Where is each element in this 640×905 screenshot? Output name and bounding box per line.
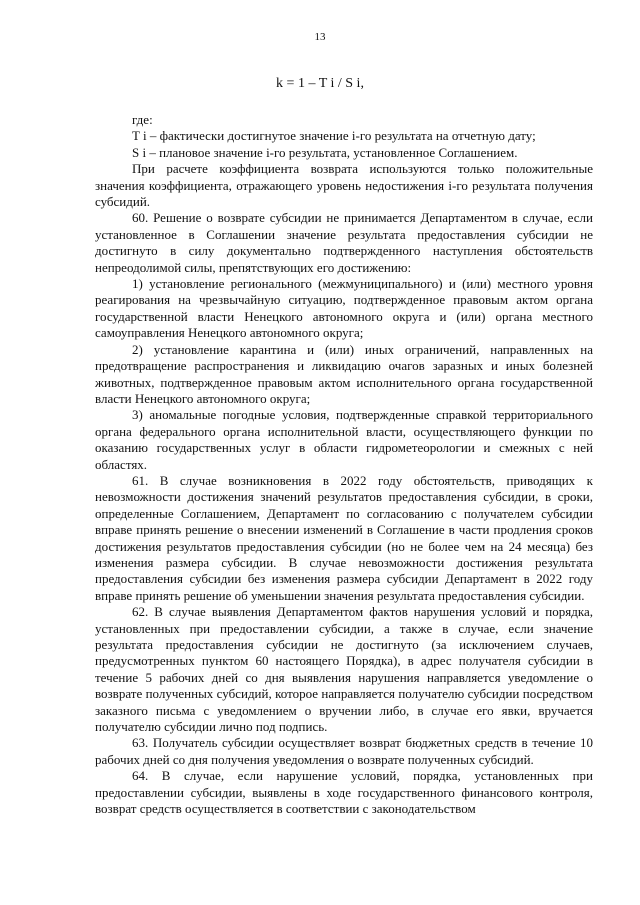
- paragraph-ti-definition: T i – фактически достигнутое значение i-го результата на отчетную дату;: [132, 128, 536, 144]
- paragraph-60-item-2: 2) установление карантина и (или) иных ограничений, направленных на предотвращение распространения и ликвидацию очагов заразных и иных болезней животных, подтвержденное правовым актом исполнительного органа государственной власти Ненецкого автономного округа;: [95, 341, 593, 406]
- paragraph-60-item-1: 1) установление регионального (межмуниципального) и (или) местного уровня реагирования на чрезвычайную ситуацию, подтвержденное правовым актом органа государственной власти Ненецкого автономного округа и (или) органа местного самоуправления Ненецкого автономного округа;: [95, 276, 593, 341]
- paragraph-coefficient-note: При расчете коэффициента возврата используются только положительные значения коэффициента, отражающего уровень недостижения i-го результата получения субсидий.: [95, 161, 593, 210]
- paragraph-62: 62. В случае выявления Департаментом фактов нарушения условий и порядка, установленных при предоставлении субсидии, а также в случае, если значение результата предоставления субсидии не достигнуто (за исключением случаев, предусмотренных пунктом 60 настоящего Порядка), в адрес получателя субсидии в течение 5 рабочих дней со дня выявления нарушения направляется уведомление о возврате полученных субсидий, которое направляется получателю субсидии посредством заказного письма с уведомлением о вручении либо, в случае его явки, вручается получателю субсидии лично под подпись.: [95, 604, 593, 735]
- paragraph-60: 60. Решение о возврате субсидии не принимается Департаментом в случае, если установленное в Соглашении значение результата предоставления субсидии не достигнуто в силу документально подтвержденного наступления обстоятельств непреодолимой силы, препятствующих его достижению:: [95, 210, 593, 275]
- paragraph-63: 63. Получатель субсидии осуществляет возврат бюджетных средств в течение 10 рабочих дней со дня получения уведомления о возврате полученных субсидий.: [95, 735, 593, 767]
- paragraph-60-item-3: 3) аномальные погодные условия, подтвержденные справкой территориального органа федерального органа исполнительной власти, осуществляющего функции по оказанию государственных услуг в области гидрометеорологии и смежных с ней областях.: [95, 407, 593, 472]
- paragraph-61: 61. В случае возникновения в 2022 году обстоятельств, приводящих к невозможности достижения значений результатов предоставления субсидии, в сроки, определенные Соглашением, Департамент по согласованию с получателем субсидии вправе принять решение о внесении изменений в Соглашение в части продления сроков достижения результатов предоставления субсидии (но не более чем на 24 месяца) без изменения размера субсидии. В случае невозможности достижения результата предоставления субсидии без изменения размера субсидии Департамент в 2022 году вправе принять решение об уменьшении значения результата предоставления субсидии.: [95, 472, 593, 603]
- page-number: 13: [314, 31, 326, 43]
- document-body: [95, 112, 593, 817]
- paragraph-si-definition: S i – плановое значение i-го результата, установленное Соглашением.: [132, 144, 518, 160]
- refund-coefficient-formula: k = 1 – T i / S i,: [276, 76, 364, 91]
- paragraph-where-label: где:: [132, 112, 153, 127]
- paragraph-64: 64. В случае, если нарушение условий, порядка, установленных при предоставлении субсидии, выявлены в ходе государственного финансового контроля, возврат средств осуществляется в соответствии с законодательством: [95, 768, 593, 817]
